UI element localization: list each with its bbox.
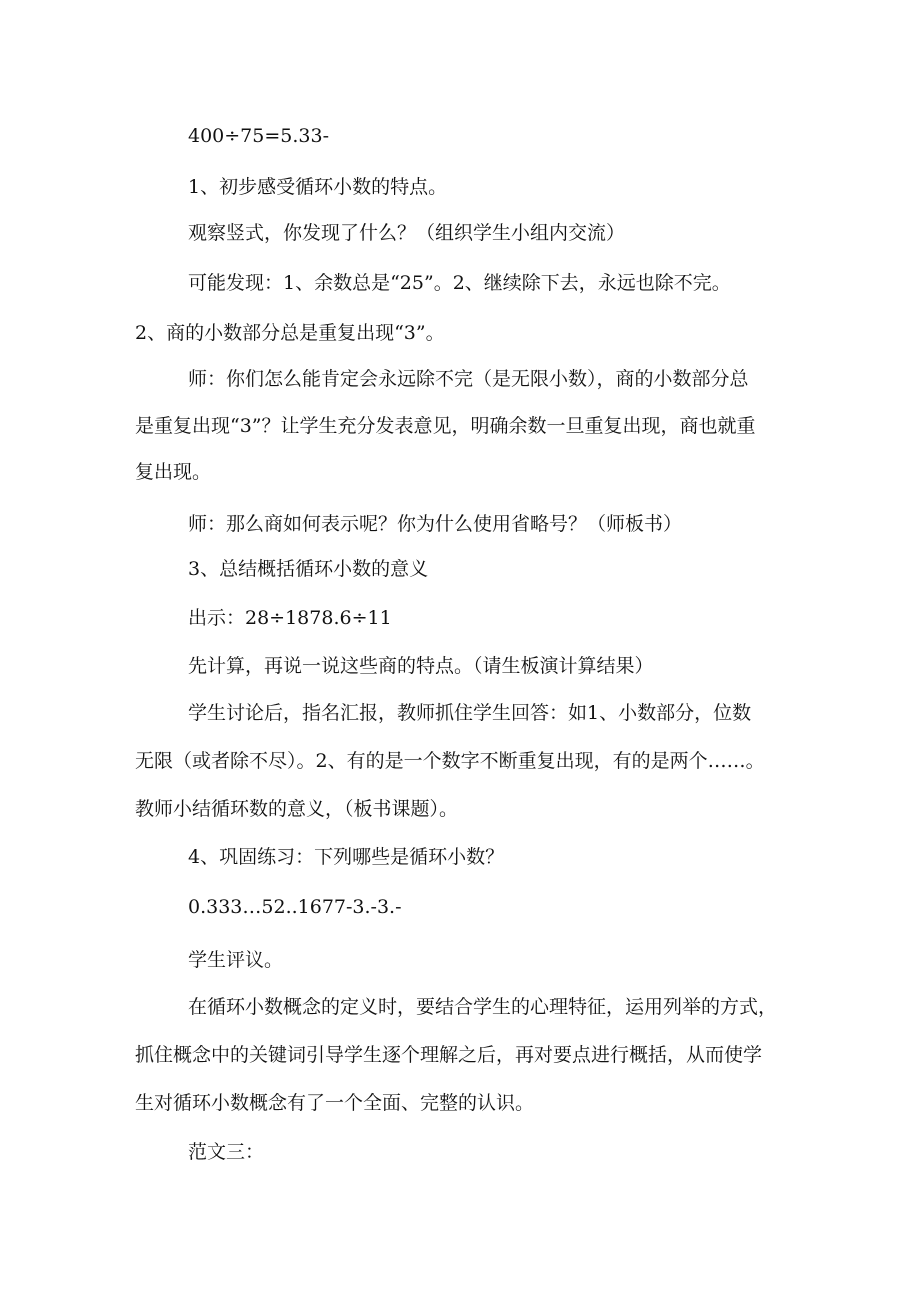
text-line-16: 4、巩固练习：下列哪些是循环小数？	[188, 846, 505, 868]
text-line-18: 学生评议。	[188, 949, 284, 971]
text-line-19: 在循环小数概念的定义时，要结合学生的心理特征，运用列举的方式，	[188, 996, 778, 1018]
text-line-12: 先计算，再说一说这些商的特点。（请生板演计算结果）	[188, 655, 654, 677]
text-line-15: 教师小结循环数的意义，（板书课题）。	[135, 798, 459, 820]
text-line-21: 生对循环小数概念有了一个全面、完整的认识。	[135, 1092, 535, 1114]
text-line-17: 0.333…52..1677-3.-3.-	[188, 896, 402, 918]
text-line-13: 学生讨论后，指名汇报，教师抓住学生回答：如1、小数部分，位数	[188, 702, 752, 724]
text-line-14: 无限（或者除不尽）。2、有的是一个数字不断重复出现，有的是两个……。	[135, 750, 765, 772]
text-line-3: 观察竖式，你发现了什么？（组织学生小组内交流）	[188, 222, 626, 244]
text-line-7: 是重复出现“3”？让学生充分发表意见，明确余数一旦重复出现，商也就重	[135, 415, 756, 437]
text-line-11: 出示：28÷1878.6÷11	[188, 607, 392, 629]
text-line-2: 1、初步感受循环小数的特点。	[188, 176, 448, 198]
text-line-10: 3、总结概括循环小数的意义	[188, 558, 429, 580]
text-line-5: 2、商的小数部分总是重复出现“3”。	[135, 322, 445, 344]
text-line-20: 抓住概念中的关键词引导学生逐个理解之后，再对要点进行概括，从而使学	[135, 1044, 763, 1066]
text-line-4: 可能发现：1、余数总是“25”。2、继续除下去，永远也除不完。	[188, 272, 731, 294]
text-line-1: 400÷75=5.33-	[188, 125, 330, 147]
text-line-22: 范文三：	[188, 1141, 265, 1163]
text-line-9: 师：那么商如何表示呢？你为什么使用省略号？（师板书）	[188, 513, 683, 535]
text-line-6: 师：你们怎么能肯定会永远除不完（是无限小数），商的小数部分总	[188, 368, 749, 390]
text-line-8: 复出现。	[135, 461, 212, 483]
